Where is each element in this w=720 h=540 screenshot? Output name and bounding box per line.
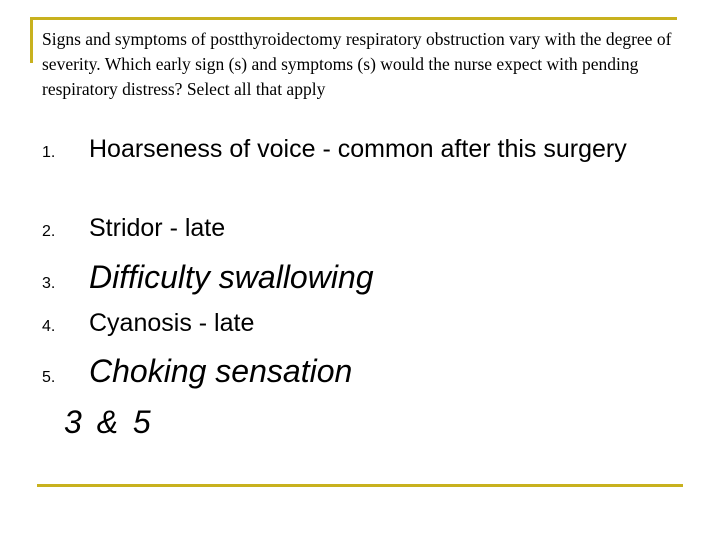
option-number: 2. (42, 223, 56, 240)
option-text: Hoarseness of voice - common after this surgery (89, 135, 627, 163)
option-5 (42, 351, 352, 391)
option-number: 4. (42, 318, 56, 335)
option-1 (42, 132, 662, 166)
option-number: 5. (42, 369, 56, 386)
option-number: 3. (42, 275, 56, 292)
option-text: Choking sensation (89, 353, 353, 389)
left-accent-rule (30, 17, 33, 63)
question-text: Signs and symptoms of postthyroidectomy respiratory obstruction vary with the degree of severity. Which early sign (s) and symptoms (s) would the nurse expect with pending respiratory distress? Select all that apply (42, 29, 672, 99)
option-text: Difficulty swallowing (89, 259, 374, 295)
top-accent-rule (30, 17, 677, 20)
option-4 (42, 306, 254, 340)
option-2 (42, 211, 225, 245)
bottom-accent-rule (37, 484, 683, 487)
answer-text: 3 & 5 (64, 404, 154, 440)
option-number: 1. (42, 144, 56, 161)
option-text: Cyanosis - late (89, 309, 255, 337)
option-text: Stridor - late (89, 214, 226, 242)
option-3 (42, 257, 374, 297)
